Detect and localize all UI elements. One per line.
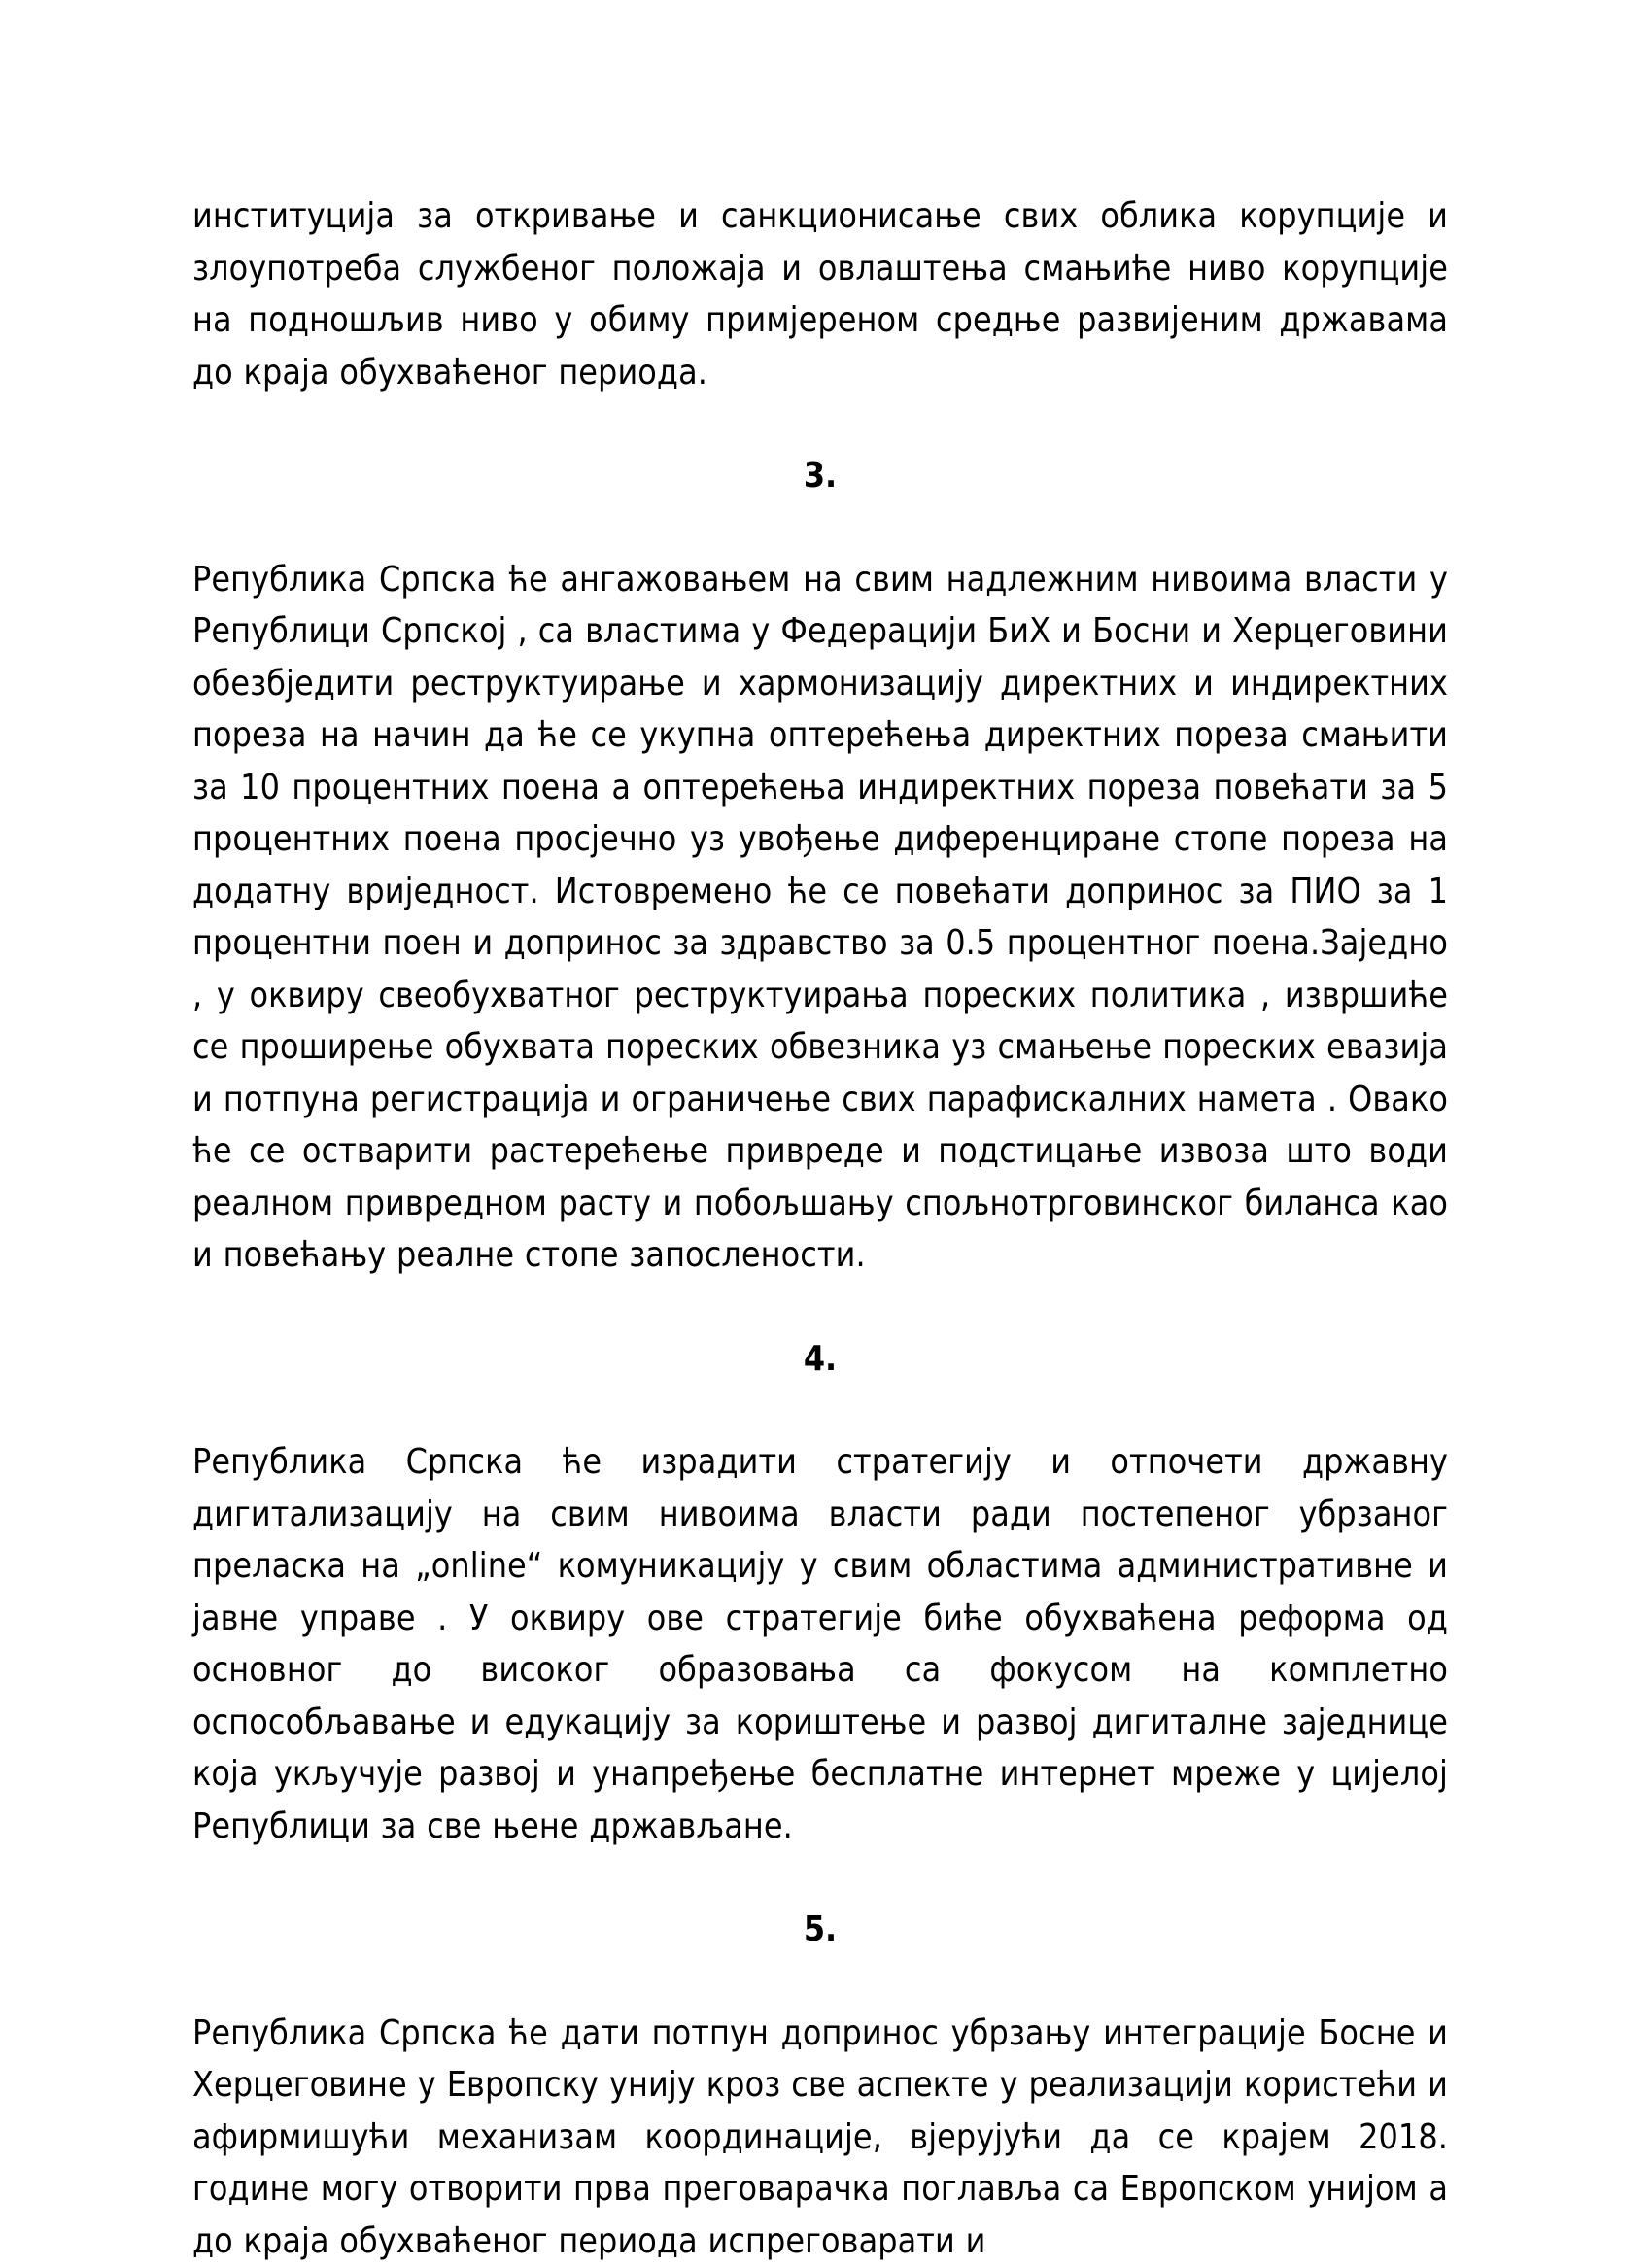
heading-spacer [192, 1385, 1448, 1436]
section-paragraph-3: Република Српска ће ангажовањем на свим надлежним нивоима власти у Републици Српској , са властима у Федерацији БиХ и Босни и Херцеговини обезбједити реструктуирање и хармонизацију директних и индиректних пореза на начин да ће се укупна оптерећења директних пореза смањити за 10 процентних поена а оптерећења индиректних пореза повећати за 5 процентних поена просјечно уз увођење диференциране стопе пореза на додатну вриједност. Истовремено ће се повећати допринос за ПИО за 1 процентни поен и допринос за здравство за 0.5 процентног поена.Заједно , у оквиру свеобухватног реструктуирања пореских политика , извршиће се проширење обухвата пореских обвезника уз смањење пореских евазија и потпуна регистрација и ограничење свих парафискалних намета . Овако ће се остварити растерећење привреде и подстицање извоза што води реалном привредном расту и побољшању спољнотрговинског биланса као и повећању реалне стопе запослености. [192, 554, 1448, 1282]
paragraph-spacer [192, 1282, 1448, 1333]
section-heading-5: 5. [192, 1904, 1448, 1956]
document-body [192, 190, 1448, 2267]
section-paragraph-5: Република Српска ће дати потпун допринос убрзању интеграције Босне и Херцеговине у Европску унију кроз све аспекте у реализацији користећи и афирмишући механизам координације, вјерујући да се крајем 2018. године могу отворити прва преговарачка поглавља са Европском унијом а до краја обухваћеног периода испреговарати и [192, 2008, 1448, 2267]
heading-spacer [192, 1956, 1448, 2008]
section-heading-4: 4. [192, 1333, 1448, 1386]
paragraph-continued: институција за откривање и санкционисање свих облика корупције и злоупотреба службеног положаја и овлаштења смањиће ниво корупције на подношљив ниво у обиму примјереном средње развијеним државама до краја обухваћеног периода. [192, 190, 1448, 398]
heading-spacer [192, 502, 1448, 554]
section-paragraph-4: Република Српска ће израдити стратегију и отпочети државну дигитализацију на свим нивоима власти ради постепеног убрзаног преласка на „online“ комуникацију у свим областима административне и јавне управе . У оквиру ове стратегије биће обухваћена реформа од основног до високог образовања са фокусом на комплетно оспособљавање и едукацију за кориштење и развој дигиталне заједнице која укључује развој и унапређење бесплатне интернет мреже у цијелој Републици за све њене држављане. [192, 1436, 1448, 1852]
section-heading-3: 3. [192, 450, 1448, 502]
paragraph-spacer [192, 1852, 1448, 1904]
paragraph-spacer [192, 398, 1448, 450]
